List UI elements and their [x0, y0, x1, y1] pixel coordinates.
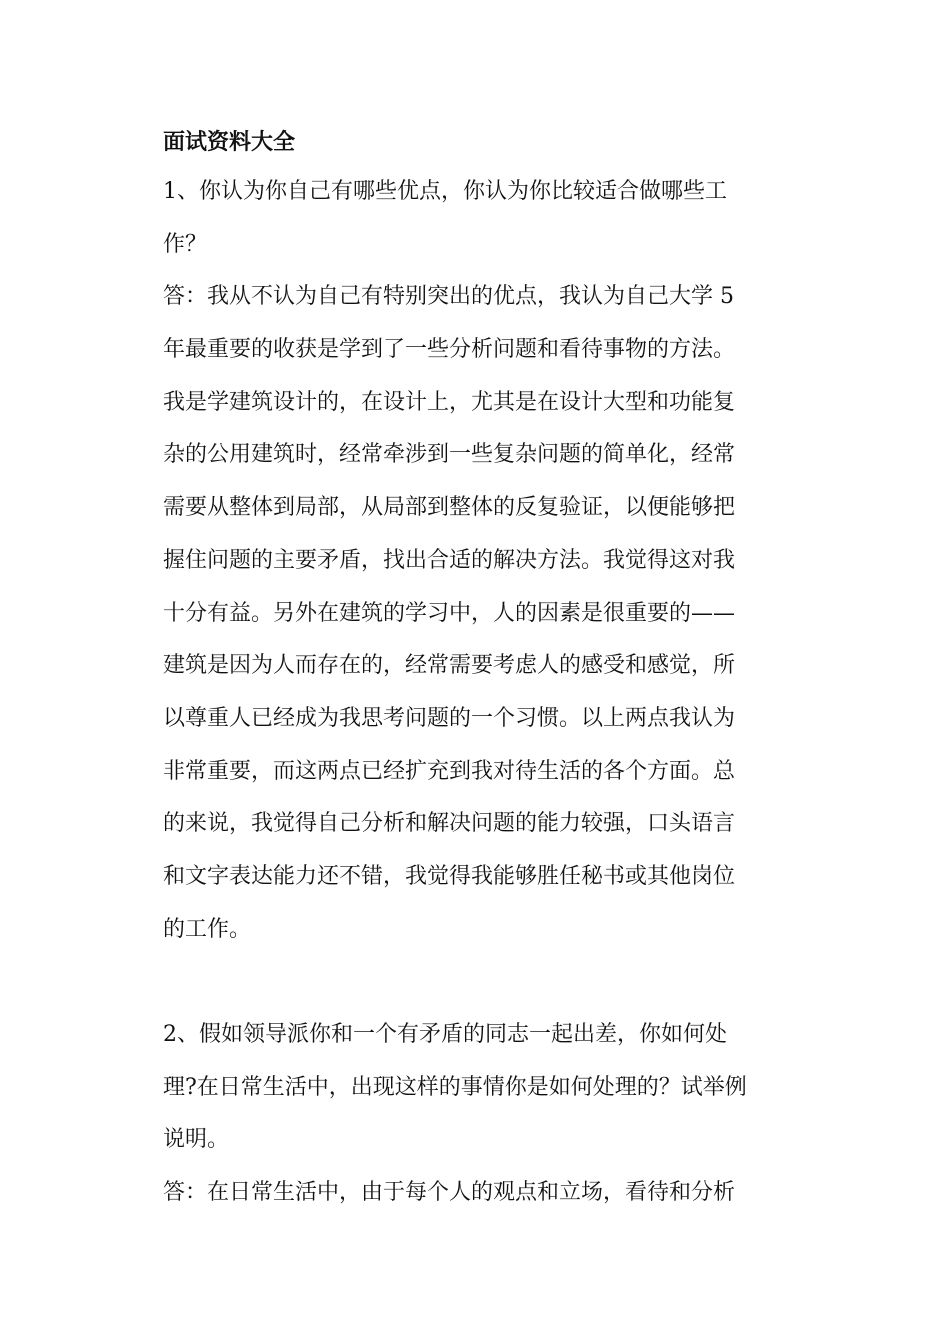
question-1-line: 1、你认为你自己有哪些优点，你认为你比较适合做哪些工 [163, 179, 727, 204]
answer-1-line: 的来说，我觉得自己分析和解决问题的能力较强，口头语言 [163, 811, 736, 837]
answer-2-line: 答：在日常生活中，由于每个人的观点和立场，看待和分析 [163, 1180, 736, 1206]
document-title: 面试资料大全 [163, 129, 296, 155]
answer-2 [163, 1167, 797, 1220]
answer-1-line: 答：我从不认为自己有特别突出的优点，我认为自己大学 5 [163, 284, 734, 310]
answer-1-line: 非常重要，而这两点已经扩充到我对待生活的各个方面。总 [163, 758, 736, 784]
answer-1-line: 需要从整体到局部，从局部到整体的反复验证，以便能够把 [163, 495, 736, 521]
answer-1-line: 和文字表达能力还不错，我觉得我能够胜任秘书或其他岗位 [163, 863, 736, 889]
document-page [163, 118, 797, 1220]
answer-1-line: 以尊重人已经成为我思考问题的一个习惯。以上两点我认为 [163, 705, 736, 731]
question-1-line: 作？ [163, 231, 208, 257]
answer-1-line: 十分有益。另外在建筑的学习中，人的因素是很重要的—— [163, 600, 736, 626]
question-2-line: 说明。 [163, 1127, 230, 1153]
paragraph-spacer [163, 956, 797, 1009]
answer-1 [163, 271, 797, 956]
answer-1-line: 握住问题的主要矛盾，找出合适的解决方法。我觉得这对我 [163, 547, 736, 573]
answer-1-line: 我是学建筑设计的，在设计上，尤其是在设计大型和功能复 [163, 389, 736, 415]
answer-1-line: 杂的公用建筑时，经常牵涉到一些复杂问题的简单化，经常 [163, 442, 736, 468]
question-2-line: 理?在日常生活中，出现这样的事情你是如何处理的？试举例 [163, 1074, 747, 1100]
question-2 [163, 1009, 797, 1167]
question-1 [163, 166, 797, 271]
answer-1-line: 建筑是因为人而存在的，经常需要考虑人的感受和感觉，所 [163, 653, 736, 679]
answer-1-line: 的工作。 [163, 916, 252, 942]
question-2-line: 2、假如领导派你和一个有矛盾的同志一起出差，你如何处 [163, 1022, 727, 1047]
answer-1-line: 年最重要的收获是学到了一些分析问题和看待事物的方法。 [163, 337, 736, 363]
